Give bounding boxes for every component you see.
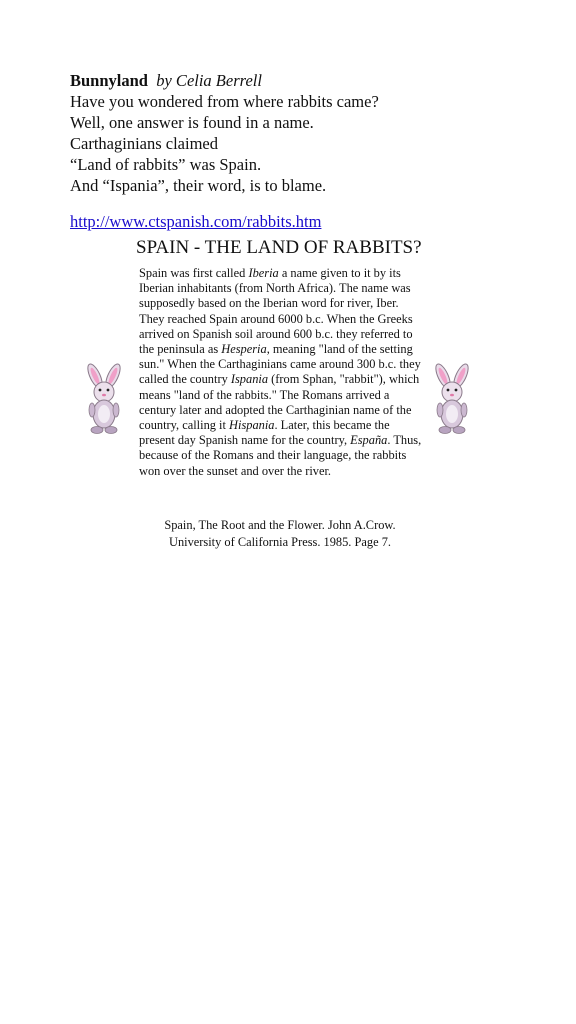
poem-line-1: Have you wondered from where rabbits came?	[70, 92, 379, 111]
poem-line-3: Carthaginians claimed	[70, 134, 218, 153]
poem-title: Bunnyland	[70, 71, 148, 90]
term-iberia: Iberia	[248, 266, 279, 280]
article-text-6: . Thus, because of the Romans and their language, the rabbits won over the sunset and over the river.	[139, 433, 422, 478]
article-text-2: a name given to it by its Iberian inhabitants (from North Africa). The name was supposedly based on the Iberian word for river, Iber. They reached Spain around 6000 b.c. When the Greeks arrived on Spanish soil around 600 b.c. they referred to the peninsula as	[139, 266, 413, 357]
article-paragraph	[139, 266, 424, 479]
rabbit-icon	[424, 362, 480, 436]
poem-title-line	[70, 70, 510, 91]
poem-line-4: “Land of rabbits” was Spain.	[70, 155, 262, 174]
source-link[interactable]: http://www.ctspanish.com/rabbits.htm	[70, 212, 322, 231]
citation-line-1: Spain, The Root and the Flower. John A.Crow.	[164, 518, 396, 532]
article-body	[139, 266, 424, 479]
article-text-5: . Later, this became the present day Spanish name for the country,	[139, 418, 390, 448]
poem-line-2: Well, one answer is found in a name.	[70, 113, 314, 132]
poem	[70, 70, 510, 196]
citation-line-2: University of California Press. 1985. Page 7.	[169, 535, 391, 549]
rabbit-icon	[76, 362, 132, 436]
article-heading: SPAIN - THE LAND OF RABBITS?	[136, 237, 422, 258]
article-text-1: Spain was first called	[139, 266, 249, 280]
citation	[150, 517, 410, 551]
term-ispania: Ispania	[230, 372, 269, 387]
term-espana: España	[350, 433, 388, 448]
poem-author: by Celia Berrell	[156, 71, 262, 90]
article-text-4: (from Sphan, "rabbit"), which means "land of the rabbits." The Romans arrived a century later and adopted the Carthaginian name of the country, calling it	[139, 372, 420, 433]
term-hesperia: Hesperia	[221, 342, 267, 357]
term-hispania: Hispania	[229, 418, 275, 433]
article-text-3: , meaning "land of the setting sun." When the Carthaginians came around 300 b.c. they called the country	[139, 342, 421, 387]
poem-line-5: And “Ispania”, their word, is to blame.	[70, 176, 327, 195]
